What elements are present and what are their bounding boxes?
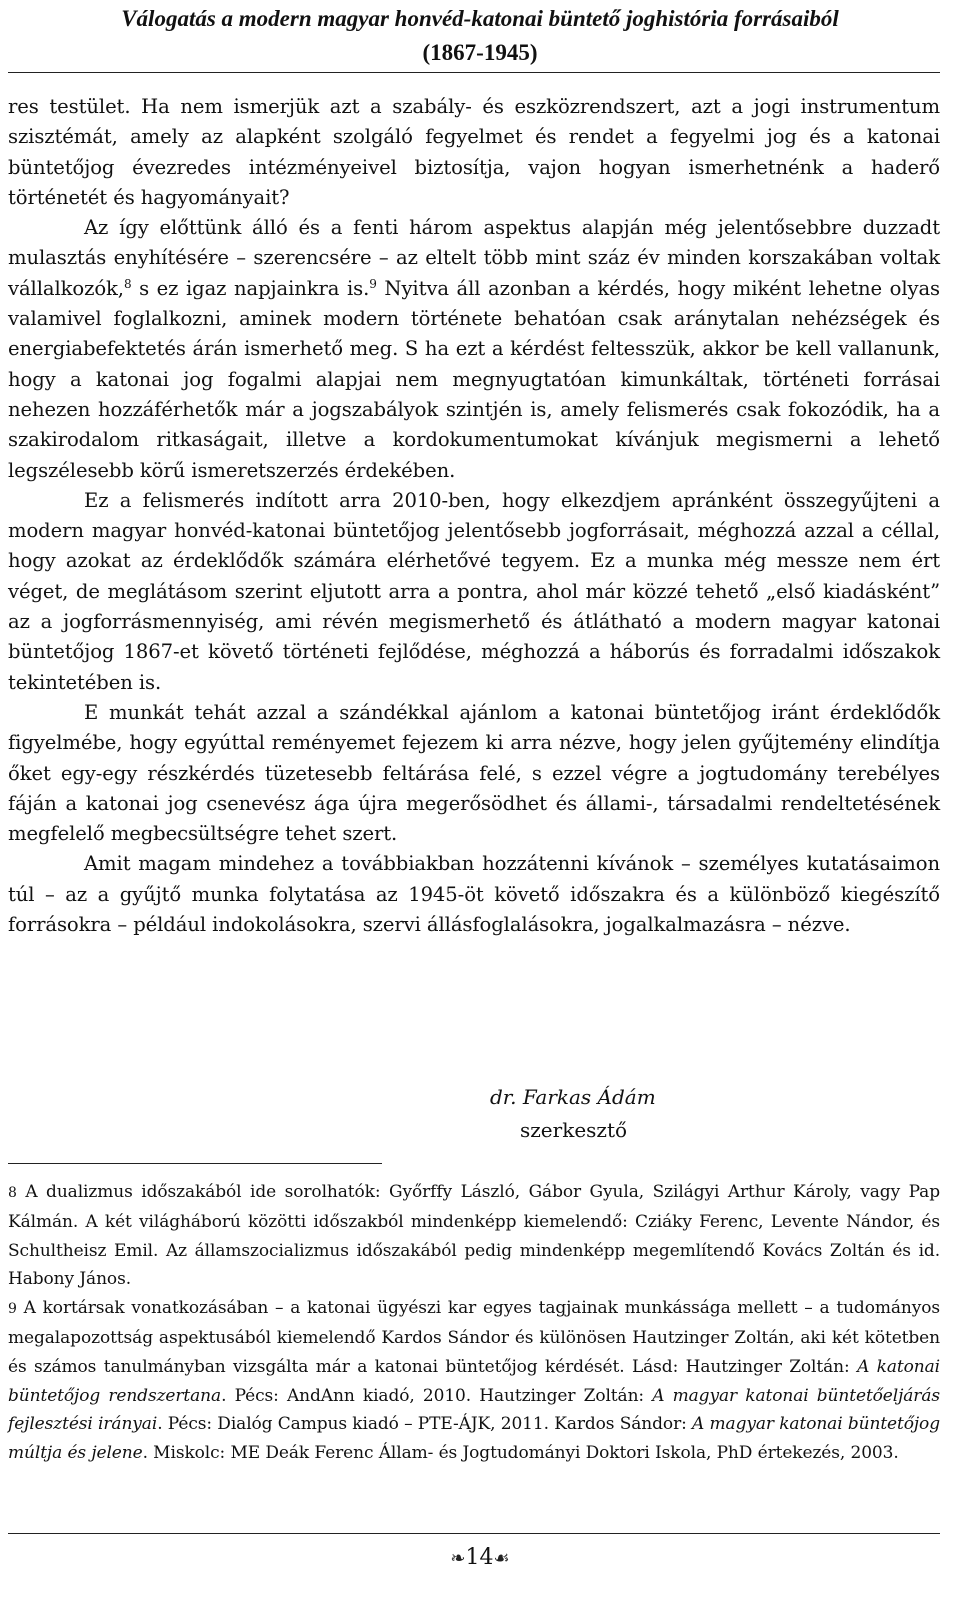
footnotes: [8, 1178, 940, 1468]
page-number: 14: [465, 1545, 494, 1570]
ornament-right-icon: ☙: [493, 1548, 510, 1569]
footnote-8-text: A dualizmus időszakából ide sorolhatók: Győrffy László, Gábor Gyula, Szilágyi Arthur Károly, vagy Pap Kálmán. A két világháború közötti időszakból mindenképp kiemelendő: Cziáky Ferenc, Levente Nándor, és Schultheisz Emil. Az államszocializmus időszakából pedig mindenképp megemlítendő Kovács Zoltán és id. Habony János.: [8, 1182, 940, 1290]
paragraph-1: res testület. Ha nem ismerjük azt a szabály- és eszközrendszert, azt a jogi instrumentum szisztémát, amely az alapként szolgáló fegyelmet és rendet a fegyelmi jog és a katonai büntetőjog évezredes intézményeivel biztosítja, vajon hogyan ismerhetnénk a haderő történetét és hagyományait?: [8, 95, 940, 209]
footnote-9-title-3: A magyar katonai büntetőjog múltja és jelene: [8, 1414, 940, 1464]
page-number-footer: [0, 1541, 960, 1576]
header-divider: [8, 72, 940, 73]
footnote-number-9: 9: [8, 1301, 17, 1318]
paragraph-4: E munkát tehát azzal a szándékkal ajánlom a katonai büntetőjog iránt érdeklődők figyelmébe, hogy egyúttal reményemet fejezem ki arra nézve, hogy jelen gyűjtemény elindítja őket egy-egy részkérdés tüzetesebb feltárása felé, s ezzel végre a jogtudomány terebélyes fáján a katonai jog csenevész ága újra megerősödhet és állami-, társadalmi rendeltetésének megfelelő megbecsültségre tehet szert.: [8, 700, 940, 846]
running-header-years: (1867-1945): [422, 40, 538, 65]
ornament-left-icon: ❧: [450, 1548, 466, 1569]
footnote-divider: [8, 1163, 382, 1164]
running-header-title: Válogatás a modern magyar honvéd-katonai büntető joghistória forrásaiból: [121, 6, 839, 31]
footnote-8: [8, 1178, 940, 1294]
paragraph-2-text-c: Nyitva áll azonban a kérdés, hogy miként lehetne olyas valamivel foglalkozni, aminek modern története behatóan csak aránytalan nehézségek és energiabefektetés árán ismerhető meg. S ha ezt a kérdést feltesszük, akkor be kell vallanunk, hogy a katonai jog fogalmi alapjai nem megnyugtatóan kimunkáltak, történeti forrásai nehezen hozzáférhetők már a jogszabályok szintjén is, amely felismerés csak fokozódik, ha a szakirodalom ritkaságait, illetve a kordokumentumokat kívánjuk megismerni a lehető legszélesebb körű ismeretszerzés érdekében.: [8, 276, 941, 482]
main-text: [8, 92, 940, 940]
footer-divider: [8, 1533, 940, 1534]
footnote-number-8: 8: [8, 1185, 17, 1201]
running-header: [0, 2, 960, 70]
signature-name: dr. Farkas Ádám: [490, 1085, 656, 1109]
footnote-ref-9[interactable]: 9: [369, 276, 377, 291]
paragraph-3: Ez a felismerés indított arra 2010-ben, hogy elkezdjem apránként összegyűjteni a modern magyar honvéd-katonai büntetőjog jelentősebb jogforrásait, méghozzá azzal a céllal, hogy azokat az érdeklődők számára elérhetővé tegyem. Ez a munka még messze nem ért véget, de meglátásom szerint eljutott arra a pontra, ahol már közzé tehető „első kiadásként” az a jogforrásmennyiség, ami révén megismerhető és átlátható a modern magyar katonai büntetőjog 1867-et követő történeti fejlődése, méghozzá a háborús és forradalmi időszakok tekintetében is.: [8, 488, 940, 694]
footnote-9-text-4: . Miskolc: ME Deák Ferenc Állam- és Jogtudományi Doktori Iskola, PhD értekezés, 2003.: [142, 1443, 899, 1464]
footnote-9: [8, 1294, 940, 1468]
paragraph-2-text-a: Az így előttünk álló és a fenti három aspektus alapján még jelentősebbre duzzadt mulasztás enyhítésére – szerencsére – az eltelt több mint száz év minden korszakában voltak vállalkozók,: [8, 216, 940, 300]
footnote-9-text-2: . Pécs: AndAnn kiadó, 2010. Hautzinger Zoltán:: [221, 1385, 653, 1406]
footnote-9-title-2: A magyar katonai büntetőeljárás fejlesztési irányai: [8, 1385, 940, 1435]
paragraph-5: Amit magam mindehez a továbbiakban hozzátenni kívánok – személyes kutatásaimon túl – az a gyűjtő munka folytatása az 1945-öt követő időszakra és a különböző kiegészítő forrásokra – például indokolásokra, szervi állásfoglalásokra, jogalkalmazásra – nézve.: [8, 852, 940, 937]
footnote-ref-8[interactable]: 8: [123, 276, 132, 291]
paragraph-2-text-b: s ez igaz napjainkra is.: [131, 276, 370, 300]
footnote-9-text-3: . Pécs: Dialóg Campus kiadó – PTE-ÁJK, 2011. Kardos Sándor:: [157, 1414, 693, 1435]
footnote-9-title-1: A katonai büntetőjog rendszertana: [8, 1356, 940, 1406]
footnote-9-text-1: A kortársak vonatkozásában – a katonai ügyészi kar egyes tagjainak munkássága mellett – a tudományos megalapozottság aspektusából kiemelendő Kardos Sándor és különösen Hautzinger Zoltán, aki két kötetben és számos tanulmányban vizsgálta már a katonai büntetőjog kérdését. Lásd: Hautzinger Zoltán:: [8, 1298, 941, 1377]
signature-title: szerkesztő: [520, 1118, 628, 1142]
paragraph-2: [8, 213, 940, 486]
